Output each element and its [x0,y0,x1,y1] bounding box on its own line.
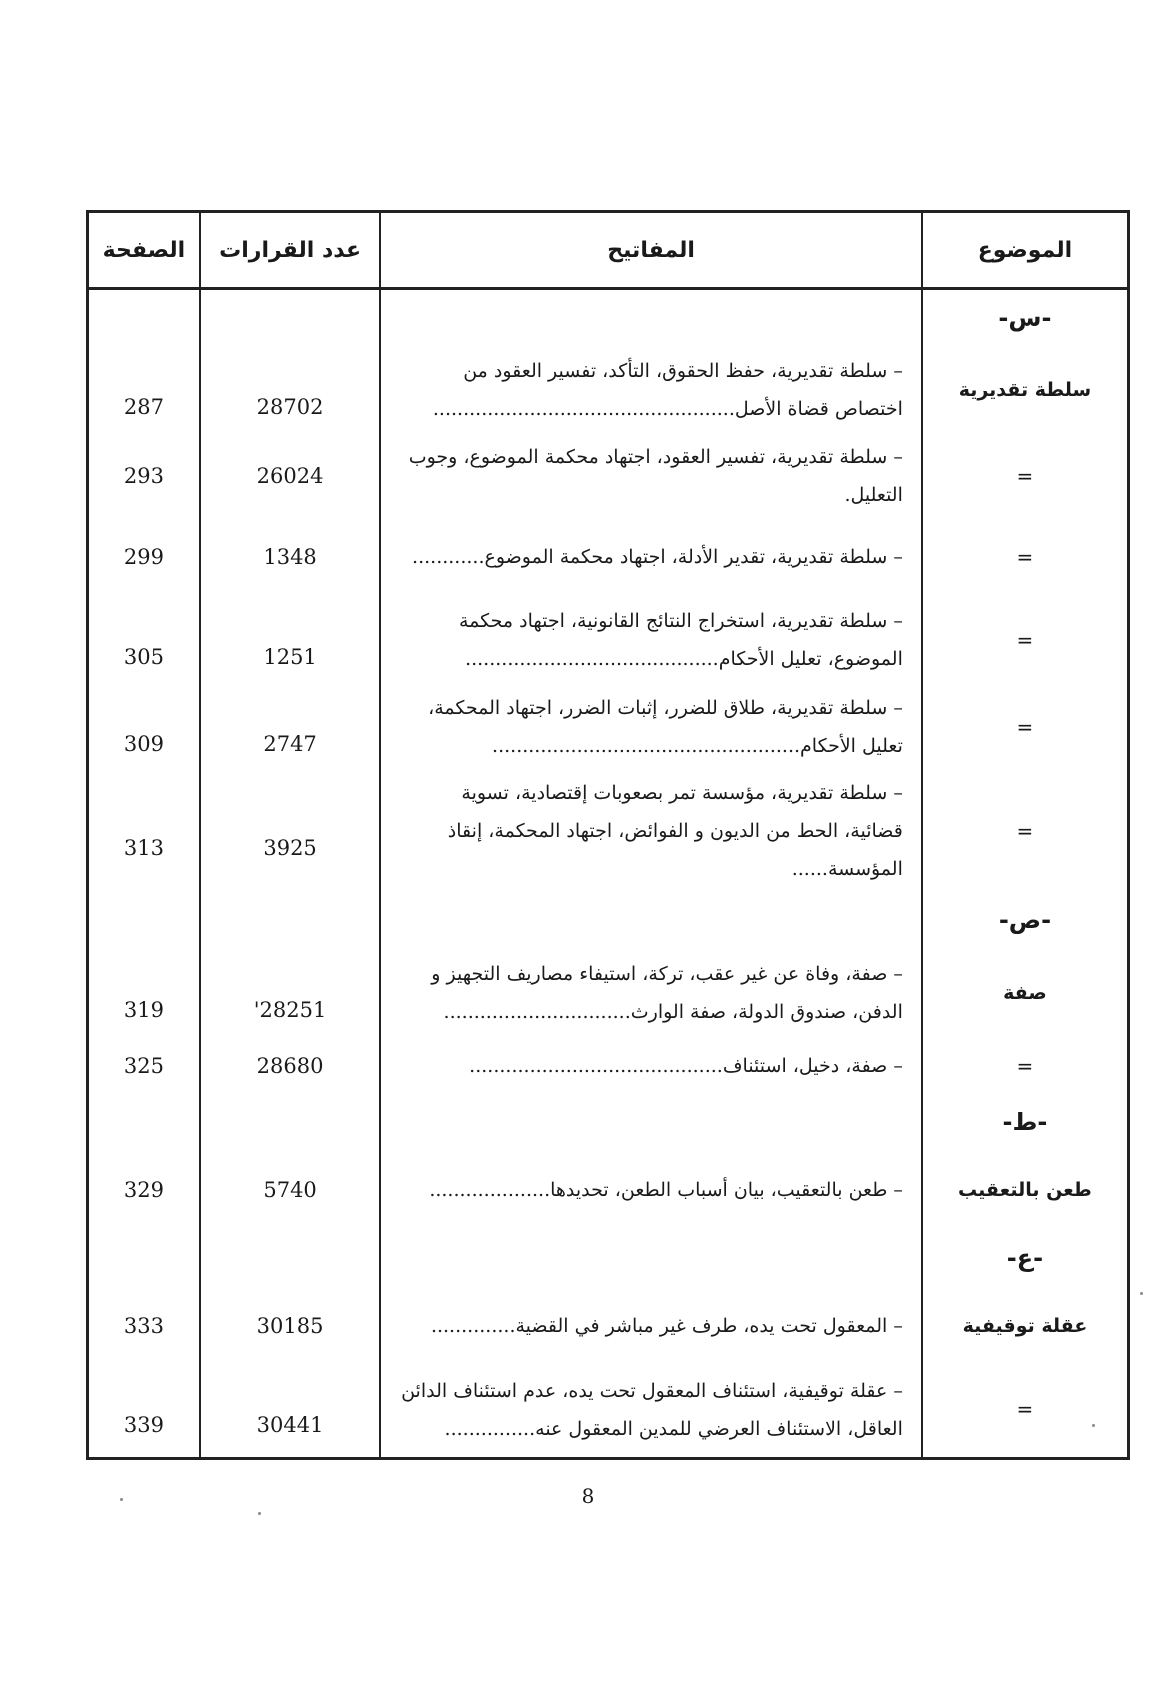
count-cell: '28251 [200,948,381,1038]
scan-speck [1092,1424,1095,1427]
scan-speck [120,1498,123,1501]
table-row [88,596,1129,684]
keywords-cell: – صفة، وفاة عن غير عقب، تركة، استيفاء مصاريف التجهيز و الدفن، صندوق الدولة، صفة الوارث............................... [380,948,922,1038]
section-letter-row [88,892,1129,948]
page-cell: 313 [88,770,200,892]
keywords-cell: – صفة، دخيل، استئناف.......................................... [380,1038,922,1094]
table-row [88,1366,1129,1458]
keywords-cell: – سلطة تقديرية، مؤسسة تمر بصعوبات إقتصادية، تسوية قضائية، الحط من الديون و الفوائض، اجتهاد المحكمة، إنقاذ المؤسسة...... [380,770,922,892]
header-row [88,212,1129,289]
section-letter: -ص- [922,892,1129,948]
subject-ditto: = [922,596,1129,684]
count-cell: 1348 [200,518,381,596]
keywords-cell: – عقلة توقيفية، استئناف المعقول تحت يده، عدم استئناف الدائن العاقل، الاستئناف العرضي للمدين المعقول عنه............... [380,1366,922,1458]
header-page: الصفحة [88,212,200,289]
section-letter-row [88,1230,1129,1286]
count-cell: 3925 [200,770,381,892]
page-cell: 299 [88,518,200,596]
table-row [88,346,1129,434]
keywords-cell: – سلطة تقديرية، تقدير الأدلة، اجتهاد محكمة الموضوع............ [380,518,922,596]
section-letter: -ط- [922,1094,1129,1150]
count-cell: 1251 [200,596,381,684]
keywords-cell: – سلطة تقديرية، تفسير العقود، اجتهاد محكمة الموضوع، وجوب التعليل. [380,434,922,518]
page-number: 8 [581,1484,595,1508]
section-letter: -ع- [922,1230,1129,1286]
table-row [88,518,1129,596]
page-cell: 293 [88,434,200,518]
subject-cell: سلطة تقديرية [922,346,1129,434]
table-row [88,770,1129,892]
page-cell: 309 [88,684,200,770]
page-cell: 305 [88,596,200,684]
count-cell: 28702 [200,346,381,434]
table-row [88,684,1129,770]
page-cell: 329 [88,1150,200,1230]
keywords-cell: – طعن بالتعقيب، بيان أسباب الطعن، تحديدها.................... [380,1150,922,1230]
scan-speck [1140,1292,1143,1295]
page-cell: 287 [88,346,200,434]
count-cell: 2747 [200,684,381,770]
table-row [88,1150,1129,1230]
count-cell: 30185 [200,1286,381,1366]
subject-ditto: = [922,770,1129,892]
count-cell: 30441 [200,1366,381,1458]
table-row [88,434,1129,518]
keywords-cell: – سلطة تقديرية، حفظ الحقوق، التأكد، تفسير العقود من اختصاص قضاة الأصل.................................................. [380,346,922,434]
page-cell: 333 [88,1286,200,1366]
count-cell: 5740 [200,1150,381,1230]
header-subject: الموضوع [922,212,1129,289]
subject-ditto: = [922,518,1129,596]
index-table [86,210,1130,1460]
subject-ditto: = [922,1038,1129,1094]
keywords-cell: – سلطة تقديرية، استخراج النتائج القانونية، اجتهاد محكمة الموضوع، تعليل الأحكام.......................................... [380,596,922,684]
header-keywords: المفاتيح [380,212,922,289]
count-cell: 26024 [200,434,381,518]
subject-cell: طعن بالتعقيب [922,1150,1129,1230]
subject-cell: صفة [922,948,1129,1038]
subject-ditto: = [922,1366,1129,1458]
keywords-cell: – المعقول تحت يده، طرف غير مباشر في القضية.............. [380,1286,922,1366]
page-cell: 319 [88,948,200,1038]
section-letter-row [88,289,1129,347]
page-cell: 325 [88,1038,200,1094]
section-letter-row [88,1094,1129,1150]
subject-cell: عقلة توقيفية [922,1286,1129,1366]
header-count: عدد القرارات [200,212,381,289]
page-cell: 339 [88,1366,200,1458]
keywords-cell: – سلطة تقديرية، طلاق للضرر، إثبات الضرر، اجتهاد المحكمة، تعليل الأحكام................................................... [380,684,922,770]
count-cell: 28680 [200,1038,381,1094]
scan-speck [258,1512,261,1515]
subject-ditto: = [922,434,1129,518]
table-row [88,948,1129,1038]
table-row [88,1038,1129,1094]
section-letter: -س- [922,289,1129,347]
subject-ditto: = [922,684,1129,770]
table-row [88,1286,1129,1366]
